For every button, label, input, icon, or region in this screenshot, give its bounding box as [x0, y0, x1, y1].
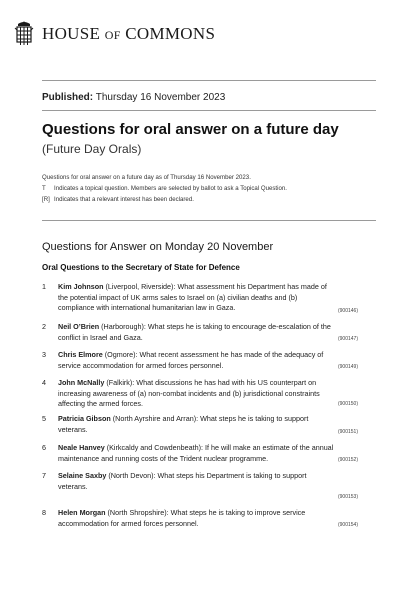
- member-name: Chris Elmore: [58, 350, 103, 359]
- legend-text: Indicates a topical question. Members are selected by ballot to ask a Topical Question.: [54, 185, 287, 192]
- intro-text: Questions for oral answer on a future day as of Thursday 16 November 2023.: [42, 174, 251, 181]
- constituency: (Ogmore):: [102, 350, 140, 359]
- question-number: 2: [42, 322, 46, 331]
- brand-house: HOUSE: [42, 24, 101, 43]
- question-text: What recent assessment he has made of the adequacy of service accommodation for armed forces personnel.: [58, 350, 324, 370]
- member-name: Neale Hanvey: [58, 443, 105, 452]
- question-ref: (900153): [337, 494, 358, 500]
- page-header: [14, 14, 215, 54]
- question-text: What steps he is taking to support veterans.: [58, 414, 309, 434]
- page-subtitle: (Future Day Orals): [42, 142, 142, 156]
- constituency: (Harborough):: [99, 322, 148, 331]
- question-text: If he will make an estimate of the annual maintenance and running costs of the Trident nuclear programme.: [58, 443, 334, 463]
- constituency: (Kirkcaldy and Cowdenbeath):: [104, 443, 206, 452]
- published-line: [42, 92, 225, 103]
- constituency: (Falkirk):: [104, 378, 137, 387]
- question-ref: (900154): [337, 522, 358, 528]
- member-name: Helen Morgan: [58, 508, 106, 517]
- constituency: (Liverpool, Riverside):: [103, 282, 178, 291]
- question-body: [58, 443, 334, 464]
- page-title: Questions for oral answer on a future day: [42, 121, 339, 138]
- section-heading: Questions for Answer on Monday 20 November: [42, 241, 274, 253]
- member-name: John McNally: [58, 378, 105, 387]
- question-number: 1: [42, 282, 46, 291]
- house-of-commons-logo: [42, 24, 215, 44]
- question-number: 6: [42, 443, 46, 452]
- legend-item: [42, 183, 287, 194]
- brand-commons: COMMONS: [125, 24, 216, 43]
- constituency: (North Shropshire):: [105, 508, 171, 517]
- department-heading: Oral Questions to the Secretary of State for Defence: [42, 263, 240, 272]
- published-date: Thursday 16 November 2023: [95, 92, 226, 103]
- question-body: [58, 508, 334, 529]
- divider: [42, 220, 376, 221]
- portcullis-icon: [14, 20, 34, 48]
- member-name: Selaine Saxby: [58, 471, 107, 480]
- question-body: [58, 282, 334, 314]
- question-text: What assessment his Department has made of the potential impact of UK arms sales to Israel on (a) civilian deaths and (b) compliance with international humanitarian law in Gaza.: [58, 282, 327, 313]
- question-number: 7: [42, 471, 46, 480]
- question-text: What steps he is taking to improve service accommodation for armed forces personnel.: [58, 508, 306, 528]
- question-ref: (900152): [337, 457, 358, 463]
- question-text: What discussions he has had with his US counterpart on increasing awareness of (a) non-combat incidents and (b) jurisdictional constraints affecting the armed forces.: [58, 378, 320, 409]
- constituency: (North Ayrshire and Arran):: [110, 414, 201, 423]
- question-ref: (900150): [337, 401, 358, 407]
- member-name: Patricia Gibson: [58, 414, 111, 423]
- published-label: Published:: [42, 92, 94, 103]
- question-text: What steps his Department is taking to support veterans.: [58, 471, 307, 491]
- question-ref: (900146): [337, 308, 358, 314]
- question-number: 4: [42, 378, 46, 387]
- legend-key: [R]: [42, 196, 50, 203]
- intro-notes: [42, 172, 287, 205]
- constituency: (North Devon):: [106, 471, 158, 480]
- question-body: [58, 471, 334, 492]
- question-body: [58, 350, 334, 371]
- question-number: 8: [42, 508, 46, 517]
- question-ref: (900147): [337, 336, 358, 342]
- legend-text: Indicates that a relevant interest has been declared.: [54, 196, 194, 203]
- question-number: 3: [42, 350, 46, 359]
- question-number: 5: [42, 414, 46, 423]
- member-name: Neil O’Brien: [58, 322, 100, 331]
- legend-item: [42, 194, 287, 205]
- question-text: What steps he is taking to encourage de-escalation of the conflict in Israel and Gaza.: [58, 322, 331, 342]
- question-body: [58, 414, 334, 435]
- divider: [42, 110, 376, 111]
- question-ref: (900149): [337, 364, 358, 370]
- question-body: [58, 322, 334, 343]
- brand-of: OF: [104, 28, 121, 42]
- question-ref: (900151): [337, 429, 358, 435]
- question-body: [58, 378, 334, 410]
- legend-key: T: [42, 185, 46, 192]
- divider: [42, 80, 376, 81]
- member-name: Kim Johnson: [58, 282, 104, 291]
